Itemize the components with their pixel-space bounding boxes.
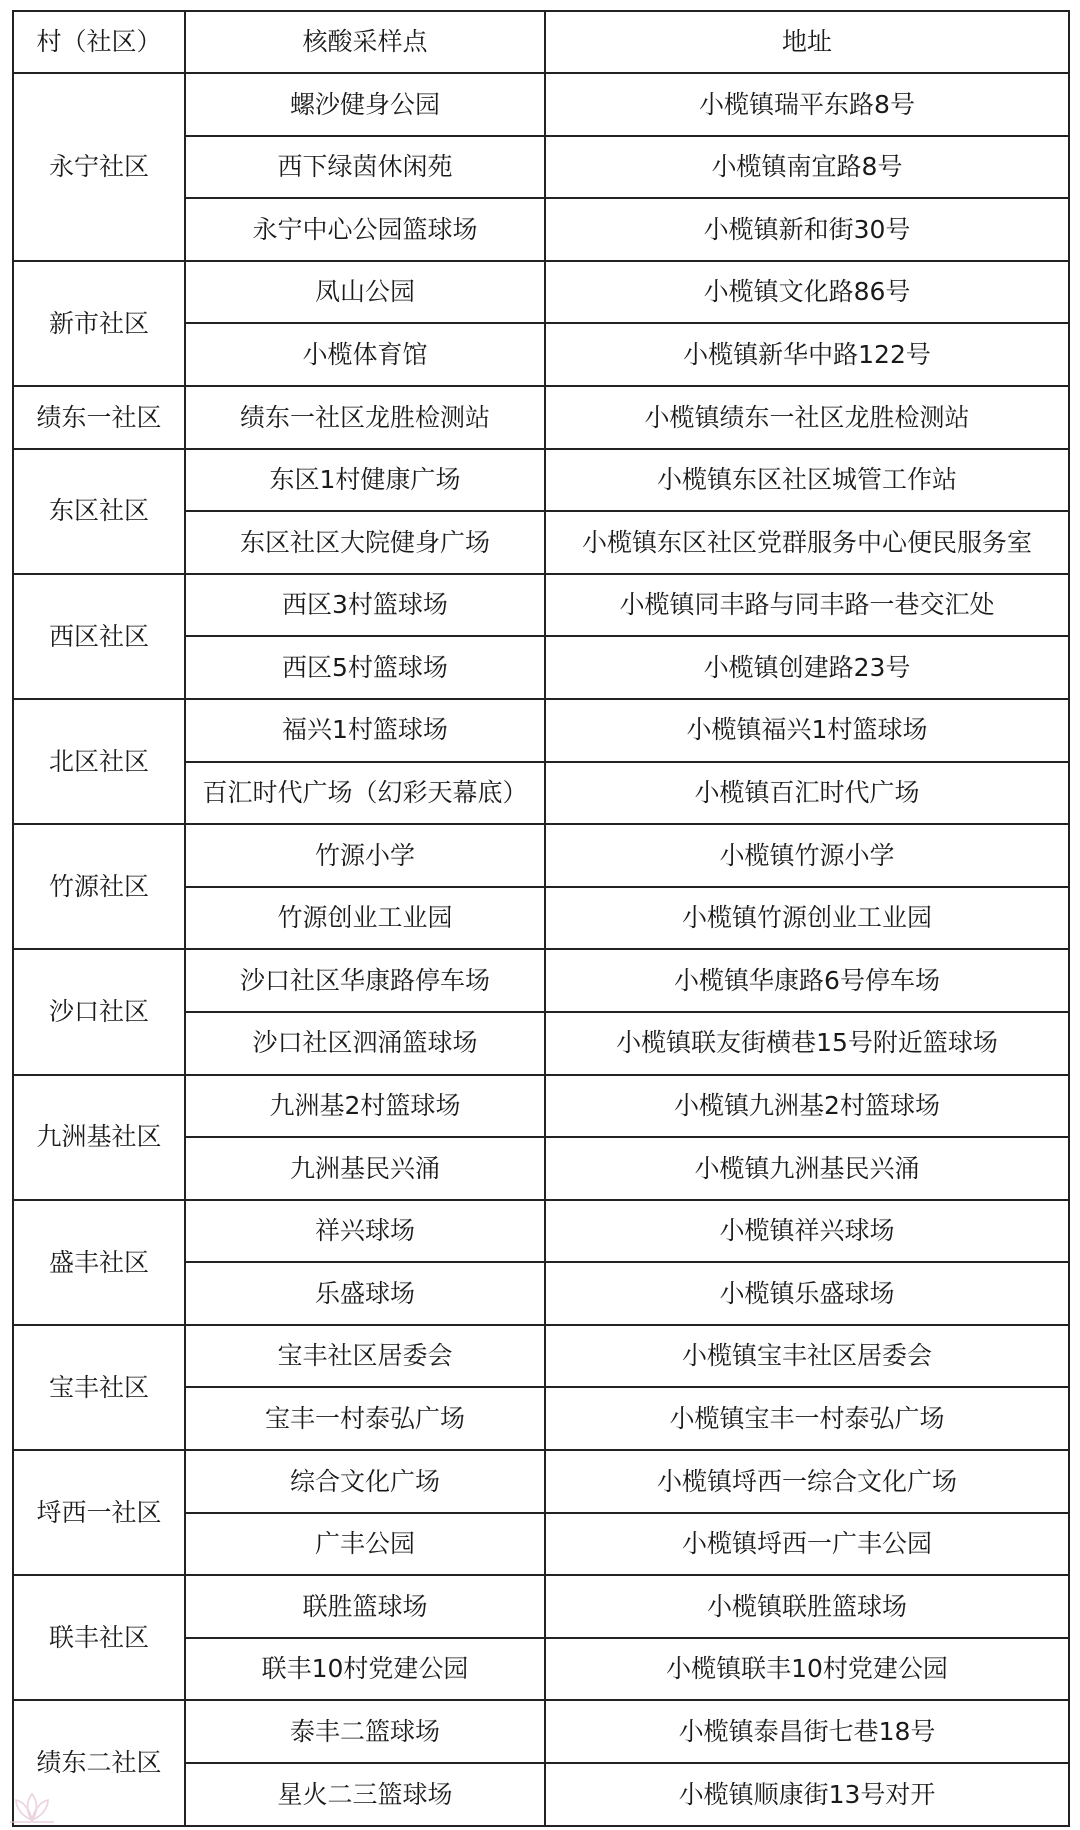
village-cell: 宝丰社区 [13, 1325, 185, 1450]
village-cell: 西区社区 [13, 574, 185, 699]
address-cell: 小榄镇竹源小学 [545, 824, 1069, 887]
address-cell: 小榄镇联友街横巷15号附近篮球场 [545, 1012, 1069, 1075]
village-cell: 东区社区 [13, 449, 185, 574]
address-cell: 小榄镇东区社区党群服务中心便民服务室 [545, 511, 1069, 574]
sampling-site-cell: 凤山公园 [185, 261, 545, 324]
address-cell: 小榄镇九洲基2村篮球场 [545, 1075, 1069, 1138]
sampling-site-cell: 沙口社区华康路停车场 [185, 949, 545, 1012]
sampling-site-cell: 沙口社区泗涌篮球场 [185, 1012, 545, 1075]
sampling-site-cell: 绩东一社区龙胜检测站 [185, 386, 545, 449]
sampling-site-cell: 泰丰二篮球场 [185, 1700, 545, 1763]
sampling-sites-table [12, 10, 1070, 1827]
sampling-site-cell: 永宁中心公园篮球场 [185, 198, 545, 261]
address-cell: 小榄镇华康路6号停车场 [545, 949, 1069, 1012]
sampling-site-cell: 联丰10村党建公园 [185, 1638, 545, 1701]
address-cell: 小榄镇泰昌街七巷18号 [545, 1700, 1069, 1763]
sampling-site-cell: 百汇时代广场（幻彩天幕底） [185, 762, 545, 825]
address-cell: 小榄镇乐盛球场 [545, 1262, 1069, 1325]
address-cell: 小榄镇宝丰社区居委会 [545, 1325, 1069, 1388]
village-cell: 新市社区 [13, 261, 185, 386]
address-cell: 小榄镇宝丰一村泰弘广场 [545, 1387, 1069, 1450]
sampling-site-cell: 九洲基2村篮球场 [185, 1075, 545, 1138]
sampling-site-cell: 乐盛球场 [185, 1262, 545, 1325]
address-cell: 小榄镇百汇时代广场 [545, 762, 1069, 825]
sampling-sites-sheet [12, 10, 1068, 1827]
address-cell: 小榄镇瑞平东路8号 [545, 73, 1069, 136]
village-cell: 绩东一社区 [13, 386, 185, 449]
table-row [13, 261, 1069, 324]
village-cell: 永宁社区 [13, 73, 185, 261]
sampling-site-cell: 竹源创业工业园 [185, 887, 545, 950]
sampling-site-cell: 九洲基民兴涌 [185, 1137, 545, 1200]
village-cell: 埒西一社区 [13, 1450, 185, 1575]
table-body [13, 73, 1069, 1826]
address-cell: 小榄镇新和街30号 [545, 198, 1069, 261]
sampling-site-cell: 福兴1村篮球场 [185, 699, 545, 762]
village-cell: 盛丰社区 [13, 1200, 185, 1325]
header-address: 地址 [545, 11, 1069, 73]
table-row [13, 1700, 1069, 1763]
address-cell: 小榄镇同丰路与同丰路一巷交汇处 [545, 574, 1069, 637]
sampling-site-cell: 小榄体育馆 [185, 323, 545, 386]
sampling-site-cell: 螺沙健身公园 [185, 73, 545, 136]
address-cell: 小榄镇南宜路8号 [545, 136, 1069, 199]
address-cell: 小榄镇东区社区城管工作站 [545, 449, 1069, 512]
header-sampling-site: 核酸采样点 [185, 11, 545, 73]
address-cell: 小榄镇创建路23号 [545, 636, 1069, 699]
table-row [13, 574, 1069, 637]
sampling-site-cell: 西下绿茵休闲苑 [185, 136, 545, 199]
header-village: 村（社区） [13, 11, 185, 73]
table-row [13, 1450, 1069, 1513]
table-header-row [13, 11, 1069, 73]
address-cell: 小榄镇联胜篮球场 [545, 1575, 1069, 1638]
table-row [13, 1200, 1069, 1263]
village-cell: 九洲基社区 [13, 1075, 185, 1200]
village-cell: 联丰社区 [13, 1575, 185, 1700]
address-cell: 小榄镇新华中路122号 [545, 323, 1069, 386]
sampling-site-cell: 东区1村健康广场 [185, 449, 545, 512]
table-row [13, 449, 1069, 512]
table-row [13, 824, 1069, 887]
table-row [13, 1075, 1069, 1138]
sampling-site-cell: 祥兴球场 [185, 1200, 545, 1263]
village-cell: 北区社区 [13, 699, 185, 824]
lotus-watermark-icon [2, 1786, 62, 1826]
sampling-site-cell: 广丰公园 [185, 1513, 545, 1576]
village-cell: 竹源社区 [13, 824, 185, 949]
sampling-site-cell: 综合文化广场 [185, 1450, 545, 1513]
sampling-site-cell: 东区社区大院健身广场 [185, 511, 545, 574]
sampling-site-cell: 宝丰一村泰弘广场 [185, 1387, 545, 1450]
table-row [13, 1325, 1069, 1388]
address-cell: 小榄镇文化路86号 [545, 261, 1069, 324]
village-cell: 沙口社区 [13, 949, 185, 1074]
sampling-site-cell: 宝丰社区居委会 [185, 1325, 545, 1388]
address-cell: 小榄镇埒西一综合文化广场 [545, 1450, 1069, 1513]
address-cell: 小榄镇祥兴球场 [545, 1200, 1069, 1263]
address-cell: 小榄镇顺康街13号对开 [545, 1763, 1069, 1826]
address-cell: 小榄镇福兴1村篮球场 [545, 699, 1069, 762]
sampling-site-cell: 西区3村篮球场 [185, 574, 545, 637]
address-cell: 小榄镇联丰10村党建公园 [545, 1638, 1069, 1701]
address-cell: 小榄镇绩东一社区龙胜检测站 [545, 386, 1069, 449]
table-row [13, 1575, 1069, 1638]
address-cell: 小榄镇竹源创业工业园 [545, 887, 1069, 950]
table-row [13, 949, 1069, 1012]
sampling-site-cell: 星火二三篮球场 [185, 1763, 545, 1826]
table-row [13, 73, 1069, 136]
sampling-site-cell: 西区5村篮球场 [185, 636, 545, 699]
village-cell: 绩东二社区 [13, 1700, 185, 1825]
table-row [13, 386, 1069, 449]
address-cell: 小榄镇九洲基民兴涌 [545, 1137, 1069, 1200]
table-row [13, 699, 1069, 762]
sampling-site-cell: 竹源小学 [185, 824, 545, 887]
address-cell: 小榄镇埒西一广丰公园 [545, 1513, 1069, 1576]
sampling-site-cell: 联胜篮球场 [185, 1575, 545, 1638]
